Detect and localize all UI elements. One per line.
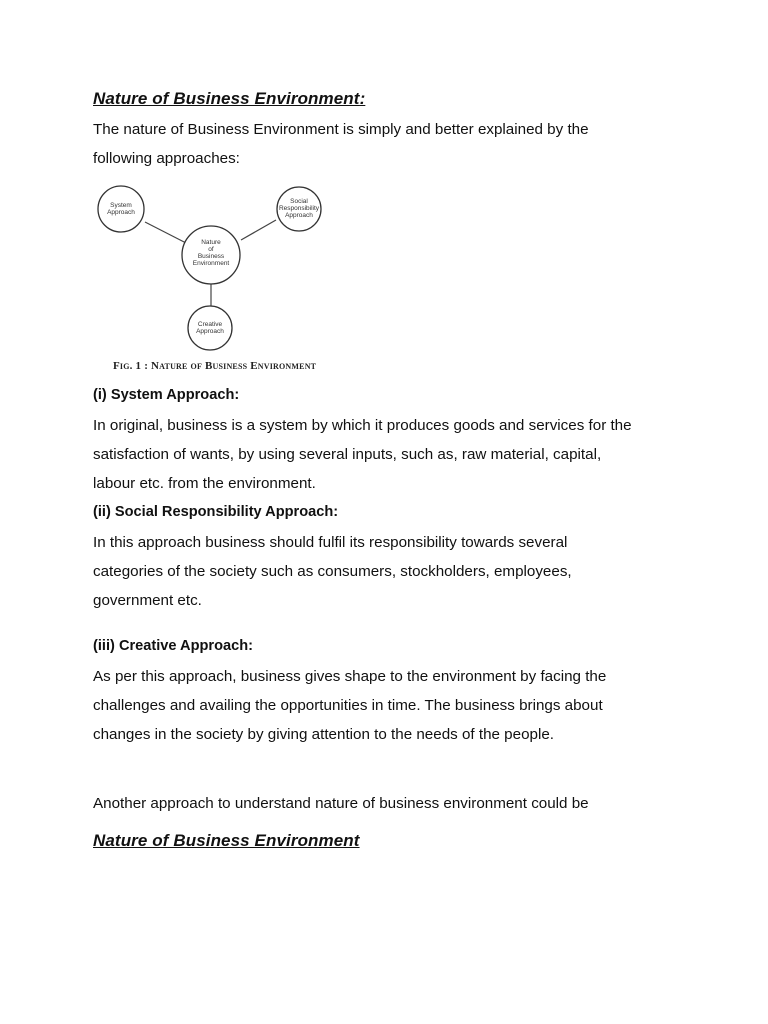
figure-diagram	[93, 182, 343, 377]
section-heading-creative: (iii) Creative Approach:	[93, 638, 254, 654]
node-creative-line2: Approach	[196, 328, 224, 335]
node-social-line2: Responsibility	[278, 205, 320, 212]
intro-line-2: following approaches:	[93, 150, 240, 167]
section-system-line-2: satisfaction of wants, by using several inputs, such as, raw material, capital,	[93, 446, 602, 463]
section-social-line-1: In this approach business should fulfil its responsibility towards several	[93, 534, 568, 551]
center-node-line3: Business	[197, 253, 225, 260]
node-system-line1: System	[110, 202, 132, 209]
section-social-line-3: government etc.	[93, 592, 202, 609]
section-heading-social: (ii) Social Responsibility Approach:	[93, 504, 339, 520]
figure-caption: Fig. 1 : Nature of Business Environment	[113, 360, 317, 372]
nature-of-business-diagram	[93, 182, 343, 362]
intro-line-1: The nature of Business Environment is simply and better explained by the	[93, 121, 589, 138]
section-creative-line-2: challenges and availing the opportunities in time. The business brings about	[93, 697, 603, 714]
page-title: Nature of Business Environment:	[93, 89, 366, 108]
section-heading-system: (i) System Approach:	[93, 387, 240, 403]
section-social-line-2: categories of the society such as consumers, stockholders, employees,	[93, 563, 572, 580]
section-system-line-1: In original, business is a system by which it produces goods and services for the	[93, 417, 632, 434]
center-node-line4: Environment	[192, 260, 230, 267]
center-node-line2: of	[208, 246, 214, 253]
node-social-line3: Approach	[285, 212, 313, 219]
section-creative-line-1: As per this approach, business gives shape to the environment by facing the	[93, 668, 607, 685]
node-system-line2: Approach	[107, 209, 135, 216]
closing-line: Another approach to understand nature of business environment could be	[93, 795, 589, 812]
node-social-line1: Social	[290, 198, 308, 205]
second-title: Nature of Business Environment	[93, 831, 360, 850]
section-creative-line-3: changes in the society by giving attention to the needs of the people.	[93, 726, 555, 743]
center-node-line1: Nature	[201, 239, 221, 246]
node-creative-line1: Creative	[197, 321, 223, 328]
section-system-line-3: labour etc. from the environment.	[93, 475, 316, 492]
